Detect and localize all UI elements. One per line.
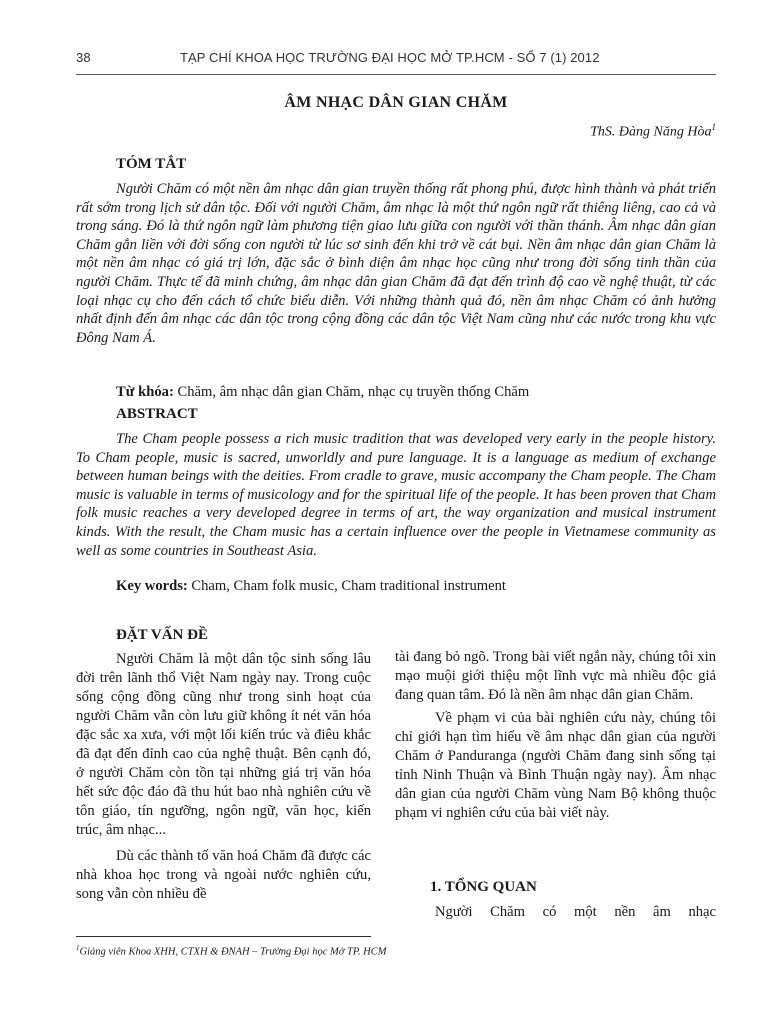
overview-text: Người Chăm có một nền âm nhạc (435, 904, 716, 920)
intro-left-paragraph-2: Dù các thành tố văn hoá Chăm đã được các nhà khoa học trong và ngoài nước nghiên cứu, song vẫn còn nhiều đề (76, 848, 371, 902)
intro-right-paragraph-1: tài đang bỏ ngõ. Trong bài viết ngắn này, chúng tôi xin mạo muội giới thiệu một lĩnh vực mà nhiều độc giả đang quan tâm. Đó là nền âm nhạc dân gian Chăm. (395, 649, 716, 703)
right-column (395, 648, 716, 823)
footnote (76, 944, 386, 958)
abstract-keywords-value: Cham, Cham folk music, Cham traditional instrument (187, 578, 506, 594)
footnote-mark: 1 (76, 944, 80, 952)
abstract-keywords (116, 578, 506, 595)
footnote-text: Giảng viên Khoa XHH, CTXH & ĐNAH – Trường Đại học Mở TP. HCM (79, 946, 387, 958)
summary-keywords-label: Từ khóa: (116, 384, 174, 400)
article-title: ÂM NHẠC DÂN GIAN CHĂM (284, 94, 508, 111)
summary-text: Người Chăm có một nền âm nhạc dân gian truyền thống rất phong phú, được hình thành và phát triển rất sớm trong lịch sử dân tộc. Đối với người Chăm, âm nhạc là một thứ ngôn ngữ rất thiêng liêng, cao cả và trong sáng. Đó là thứ ngôn ngữ làm phương tiện giao lưu giữa con người với thần thánh. Âm nhạc dân gian Chăm gắn liền với đời sống con người từ lúc sơ sinh đến khi trở về cát bụi. Nền âm nhạc dân gian Chăm là một nền âm nhạc có giá trị lớn, đặc sắc ở bình diện âm nhạc học cũng như trong đời sống tinh thần của người Chăm. Thực tế đã minh chứng, âm nhạc dân gian Chăm đã đạt đến trình độ cao về nghệ thuật, từ các loại nhạc cụ cho đến cách tổ chức biểu diễn. Với những thành quả đó, nền âm nhạc Chăm có ảnh hưởng nhất định đến âm nhạc các dân tộc trong cộng đồng các dân tộc Việt Nam cũng như các nước trong khu vực Đông Nam Á. (76, 181, 716, 346)
overview-column (395, 903, 716, 922)
overview-heading: 1. TỔNG QUAN (430, 879, 537, 895)
intro-left-paragraph-1: Người Chăm là một dân tộc sinh sống lâu đời trên lãnh thổ Việt Nam ngày nay. Trong cuộc sống cộng đồng cũng như trong sinh hoạt của người Chăm vẫn còn lưu giữ không ít nét văn hóa đặc sắc xa xưa, với một lối kiến trúc và điêu khắc đã đạt đến đỉnh cao của nghệ thuật. Bên cạnh đó, ở người Chăm còn tồn tại những giá trị văn hóa hết sức độc đáo đã thu hút bao nhà nghiên cứu về tôn giáo, tín ngưỡng, ngôn ngữ, văn học, kiến trúc, âm nhạc... (76, 651, 371, 838)
header-rule (76, 74, 716, 75)
author-footnote-mark: 1 (711, 122, 716, 132)
summary-keywords (116, 384, 529, 401)
left-column (76, 650, 371, 904)
summary-keywords-value: Chăm, âm nhạc dân gian Chăm, nhạc cụ truyền thống Chăm (173, 384, 530, 400)
abstract-keywords-label: Key words: (116, 578, 188, 594)
journal-title: TẠP CHÍ KHOA HỌC TRƯỜNG ĐẠI HỌC MỞ TP.HCM - SỐ 7 (1) 2012 (180, 50, 600, 65)
footnote-rule (76, 936, 371, 937)
author-name: ThS. Đàng Năng Hòa (590, 124, 712, 140)
abstract-text: The Cham people possess a rich music tradition that was developed very early in the people history. To Cham people, music is sacred, unworldly and pure language. It is a language as medium of exchange between human beings with the deities. From cradle to grave, music accompany the Cham people. The Cham music is valuable in terms of musicology and for the spiritual life of the people. It has been proven that Cham folk music reaches a very developed degree in terms of art, the way organization and musical instrument kinds. With the result, the Cham music has a certain influence over the people in Vietnamese community as well as some countries in Southeast Asia. (76, 431, 716, 559)
author-line (590, 122, 716, 141)
abstract-heading: ABSTRACT (116, 406, 198, 422)
intro-heading: ĐẶT VẤN ĐỀ (116, 627, 208, 643)
page-number: 38 (76, 50, 91, 65)
intro-right-paragraph-2: Về phạm vi của bài nghiên cứu này, chúng tôi chỉ giới hạn tìm hiểu về âm nhạc dân gian của người Chăm ở Panduranga (người Chăm đang sinh sống tại tỉnh Ninh Thuận và Bình Thuận ngày nay). Âm nhạc dân gian của người Chăm vùng Nam Bộ không thuộc phạm vi nghiên cứu của bài viết này. (395, 710, 716, 821)
summary-heading: TÓM TẮT (116, 156, 187, 172)
